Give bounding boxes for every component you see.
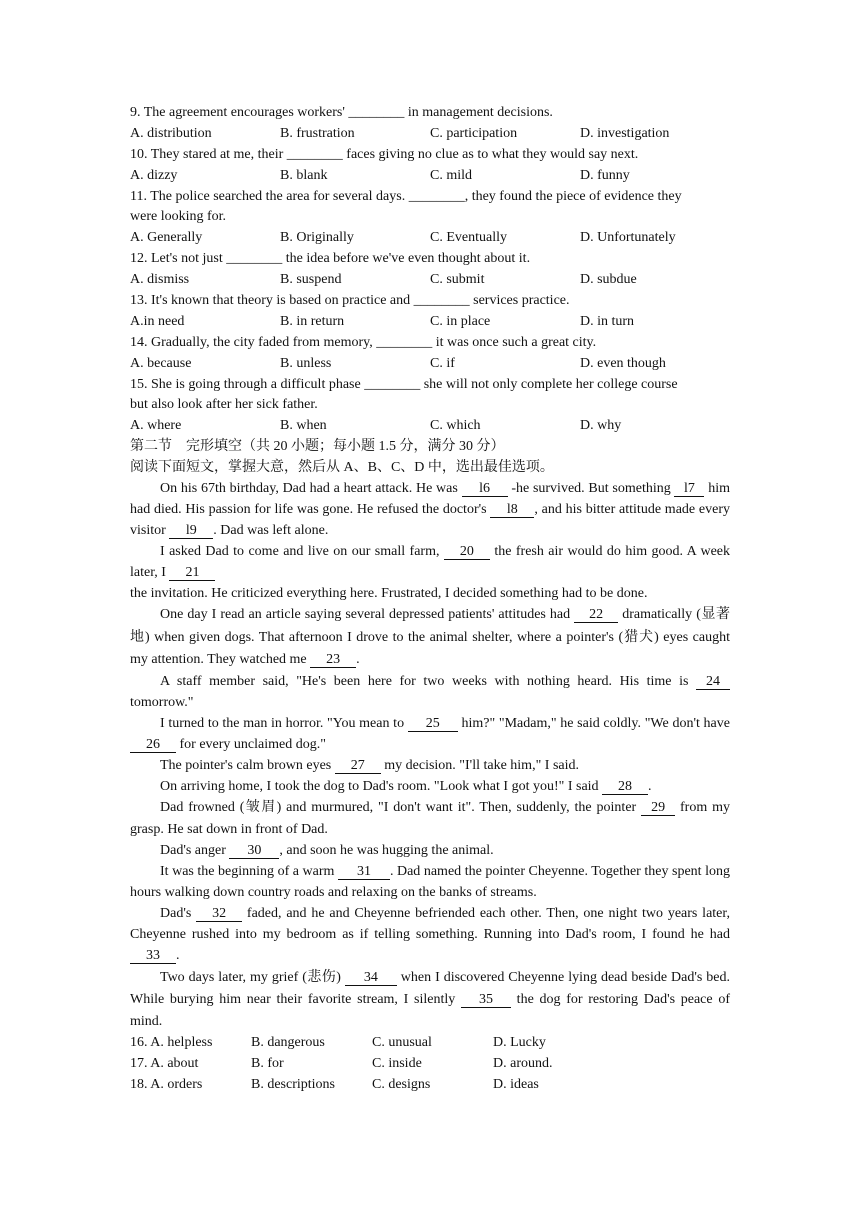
question-stem: 13. It's known that theory is based on practice and ________ services practice. (130, 293, 570, 309)
option: C. Eventually (430, 230, 507, 246)
question-stem: 10. They stared at me, their ________ faces giving no clue as to what they would say next. (130, 146, 639, 162)
blank-17: l7 (674, 481, 704, 497)
question-options (130, 416, 730, 437)
option: C. if (430, 355, 455, 371)
option: D. in turn (580, 313, 635, 329)
blank-30: 30 (229, 843, 279, 859)
option: B. frustration (280, 125, 355, 141)
blank-16: l6 (462, 481, 508, 497)
blank-26: 26 (130, 737, 176, 753)
option: D. around. (493, 1055, 553, 1071)
question-stem: 15. She is going through a difficult phase ________ she will not only complete her college course (130, 376, 678, 392)
passage-paragraph: On arriving home, I took the dog to Dad's room. "Look what I got you!" I said 28 . (160, 778, 652, 794)
option: C. inside (372, 1055, 422, 1071)
cloze-options-row (130, 1033, 730, 1054)
section-heading: 第二节 完形填空（共 20 小题；每小题 1.5 分，满分 30 分） (130, 439, 505, 455)
section-instruction: 阅读下面短文，掌握大意，然后从 A、B、C、D 中，选出最佳选项。 (130, 460, 554, 476)
option: 17. A. about (130, 1055, 199, 1071)
blank-23: 23 (310, 652, 356, 668)
passage-paragraph: One day I read an article saying several depressed patients' attitudes had 22 dramatically (显著地) when given dogs. That afternoon I drove to the animal shelter, where a pointer's (猎犬) eyes caught my attention. They watched me 23 . (130, 607, 730, 668)
option: C. in place (430, 313, 491, 329)
passage-paragraph: On his 67th birthday, Dad had a heart attack. He was l6 -he survived. But something l7 him had died. His passion for life was gone. He refused the doctor's l8 , and his bitter attitude made every visitor l9 . Dad was left alone. (130, 481, 730, 538)
question-options (130, 312, 730, 333)
passage-paragraph: Two days later, my grief (悲伤) 34 when I discovered Cheyenne lying dead beside Dad's bed. While burying him near their favorite stream, I silently 35 the dog for restoring Dad's peace of mind. (130, 969, 731, 1029)
blank-29: 29 (641, 800, 675, 816)
passage-paragraph: I turned to the man in horror. "You mean to 25 him?" "Madam," he said coldly. "We don't have 26 for every unclaimed dog." (130, 714, 730, 756)
question-options (130, 124, 730, 145)
passage-paragraph: The pointer's calm brown eyes 27 my decision. "I'll take him," I said. (160, 757, 579, 773)
option: C. participation (430, 125, 518, 141)
blank-18: l8 (490, 502, 534, 518)
question-stem: 11. The police searched the area for several days. ________, they found the piece of evidence they (130, 188, 682, 204)
option: A. because (130, 355, 192, 371)
blank-27: 27 (335, 758, 381, 774)
option: A. distribution (130, 125, 212, 141)
option: B. descriptions (251, 1076, 335, 1092)
option: B. when (280, 418, 327, 434)
option: C. unusual (372, 1034, 432, 1050)
option: C. designs (372, 1076, 431, 1092)
option: A. dizzy (130, 167, 178, 183)
blank-33: 33 (130, 948, 176, 964)
blank-21: 21 (169, 565, 215, 581)
blank-22: 22 (574, 607, 618, 623)
option: C. submit (430, 272, 485, 288)
passage-paragraph: A staff member said, "He's been here for two weeks with nothing heard. His time is 24 tomorrow." (130, 672, 730, 714)
cloze-options-row (130, 1054, 730, 1075)
question-options (130, 228, 730, 249)
option: B. suspend (280, 272, 342, 288)
option: B. blank (280, 167, 328, 183)
option: D. subdue (580, 272, 637, 288)
question-stem-continued: were looking for. (130, 209, 227, 225)
option: D. funny (580, 167, 630, 183)
option: A. where (130, 418, 182, 434)
option: C. mild (430, 167, 473, 183)
option: 16. A. helpless (130, 1034, 213, 1050)
option: B. dangerous (251, 1034, 325, 1050)
option: C. which (430, 418, 481, 434)
passage-paragraph: Dad's 32 faded, and he and Cheyenne befriended each other. Then, one night two years later, Cheyenne rushed into my bedroom as if telling something. Running into Dad's room, I found he had 33 . (130, 906, 730, 963)
option: A.in need (130, 313, 185, 329)
blank-28: 28 (602, 779, 648, 795)
passage-paragraph: Dad's anger 30 , and soon he was hugging the animal. (160, 843, 494, 859)
passage-paragraph: I asked Dad to come and live on our small farm, 20 the fresh air would do him good. A week later, I 21 (130, 543, 730, 580)
blank-24: 24 (696, 674, 730, 690)
blank-19: l9 (169, 523, 213, 539)
passage-paragraph: the invitation. He criticized everything here. Frustrated, I decided something had to be done. (130, 585, 648, 601)
question-stem: 14. Gradually, the city faded from memory, ________ it was once such a great city. (130, 334, 597, 350)
option: B. for (251, 1055, 284, 1071)
exam-page (130, 103, 730, 1096)
option: A. dismiss (130, 272, 190, 288)
option: B. unless (280, 355, 332, 371)
blank-20: 20 (444, 544, 490, 560)
blank-35: 35 (461, 992, 511, 1008)
question-stem: 12. Let's not just ________ the idea before we've even thought about it. (130, 251, 531, 267)
option: 18. A. orders (130, 1076, 203, 1092)
question-stem-continued: but also look after her sick father. (130, 397, 318, 413)
blank-31: 31 (338, 864, 390, 880)
blank-32: 32 (196, 906, 242, 922)
option: B. Originally (280, 230, 354, 246)
question-options (130, 270, 730, 291)
option: B. in return (280, 313, 345, 329)
passage-paragraph: Dad frowned (皱眉) and murmured, "I don't want it". Then, suddenly, the pointer 29 from my grasp. He sat down in front of Dad. (130, 800, 730, 838)
option: A. Generally (130, 230, 203, 246)
passage-paragraph: It was the beginning of a warm 31 . Dad named the pointer Cheyenne. Together they spent long hours walking down country roads and relaxing on the banks of streams. (130, 864, 730, 901)
question-options (130, 166, 730, 187)
option: D. ideas (493, 1076, 539, 1092)
question-options (130, 354, 730, 375)
blank-34: 34 (345, 970, 397, 986)
option: D. even though (580, 355, 666, 371)
option: D. investigation (580, 125, 670, 141)
blank-25: 25 (408, 716, 458, 732)
option: D. Lucky (493, 1034, 546, 1050)
option: D. Unfortunately (580, 230, 676, 246)
cloze-options-row (130, 1075, 730, 1096)
option: D. why (580, 418, 622, 434)
question-stem: 9. The agreement encourages workers' ________ in management decisions. (130, 105, 553, 120)
